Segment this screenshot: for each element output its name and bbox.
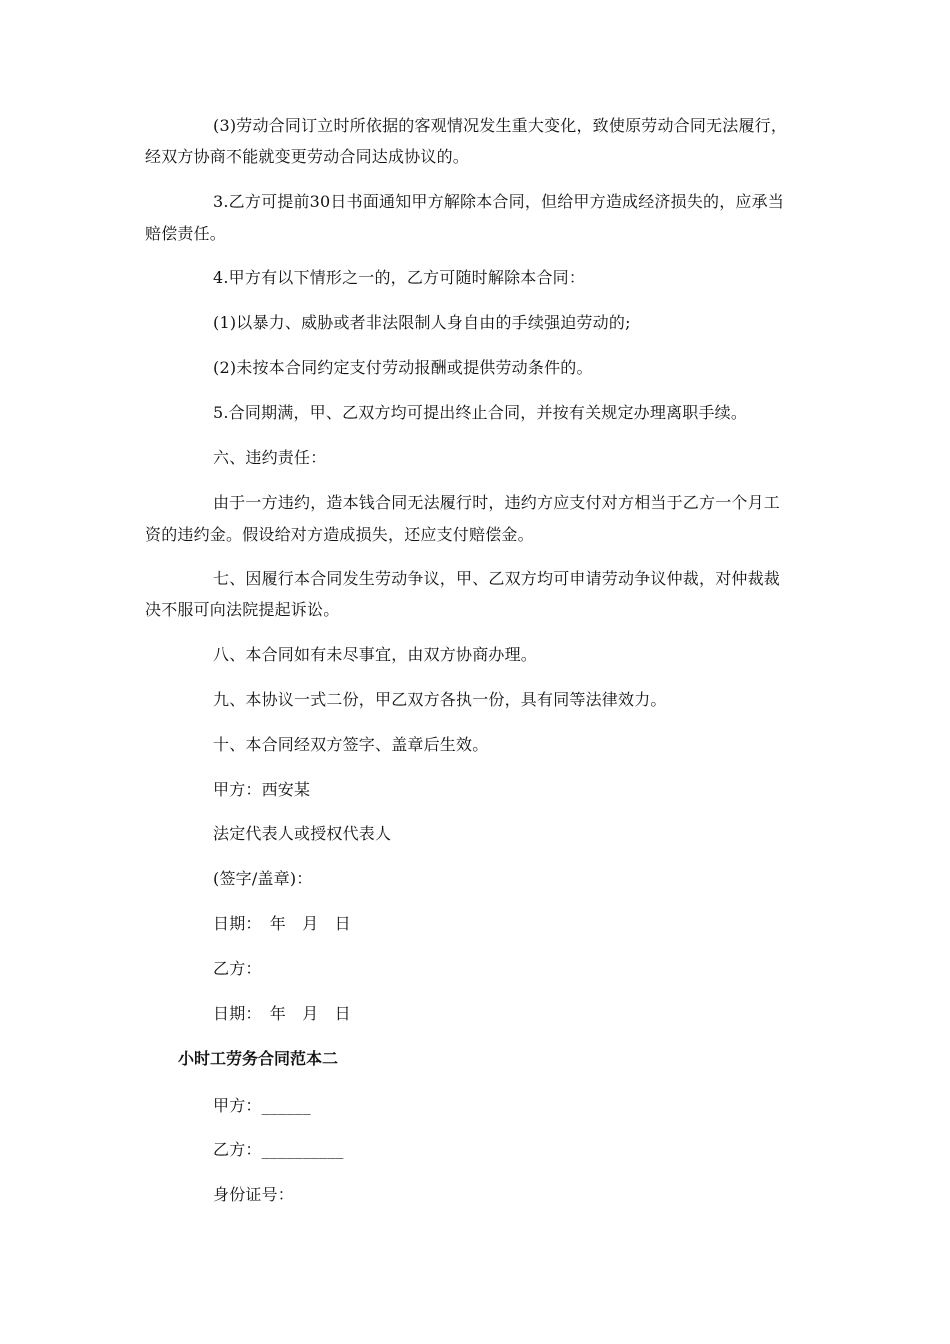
paragraph-line: 资的违约金。假设给对方造成损失，还应支付赔偿金。 [145, 525, 534, 544]
party-a-field: 甲方：______ [213, 1096, 311, 1115]
representative-line: 法定代表人或授权代表人 [213, 824, 392, 843]
paragraph-line: (2)未按本合同约定支付劳动报酬或提供劳动条件的。 [213, 358, 593, 377]
section-title: 小时工劳务合同范本二 [178, 1049, 339, 1068]
paragraph-line: 十、本合同经双方签字、盖章后生效。 [213, 735, 489, 754]
party-b-field: 乙方：__________ [213, 1140, 344, 1159]
paragraph-line: 赔偿责任。 [145, 224, 227, 243]
date-line: 日期： 年 月 日 [213, 1004, 351, 1023]
id-number-field: 身份证号： [213, 1185, 295, 1204]
party-a-line: 甲方：西安某 [213, 780, 311, 799]
paragraph-line: 决不服可向法院提起诉讼。 [145, 600, 340, 619]
paragraph-line: 八、本合同如有未尽事宜，由双方协商办理。 [213, 645, 538, 664]
paragraph-line: (1)以暴力、威胁或者非法限制人身自由的手续强迫劳动的; [213, 313, 631, 332]
signature-line: (签字/盖章)： [213, 869, 313, 888]
paragraph-line: 七、因履行本合同发生劳动争议，甲、乙双方均可申请劳动争议仲裁，对仲裁裁 [213, 569, 781, 588]
party-b-line: 乙方： [213, 959, 262, 978]
paragraph-line: 九、本协议一式二份，甲乙双方各执一份，具有同等法律效力。 [213, 690, 667, 709]
paragraph-line: 4.甲方有以下情形之一的，乙方可随时解除本合同： [213, 268, 586, 287]
paragraph-line: 5.合同期满，甲、乙双方均可提出终止合同，并按有关规定办理离职手续。 [213, 403, 748, 422]
paragraph-line: 由于一方违约，造本钱合同无法履行时，违约方应支付对方相当于乙方一个月工 [213, 493, 781, 512]
paragraph-line: 六、违约责任： [213, 448, 327, 467]
paragraph-line: 经双方协商不能就变更劳动合同达成协议的。 [145, 147, 470, 166]
paragraph-line: (3)劳动合同订立时所依据的客观情况发生重大变化，致使原劳动合同无法履行， [213, 116, 788, 135]
paragraph-line: 3.乙方可提前30日书面通知甲方解除本合同，但给甲方造成经济损失的，应承当 [213, 192, 785, 211]
date-line: 日期： 年 月 日 [213, 914, 351, 933]
